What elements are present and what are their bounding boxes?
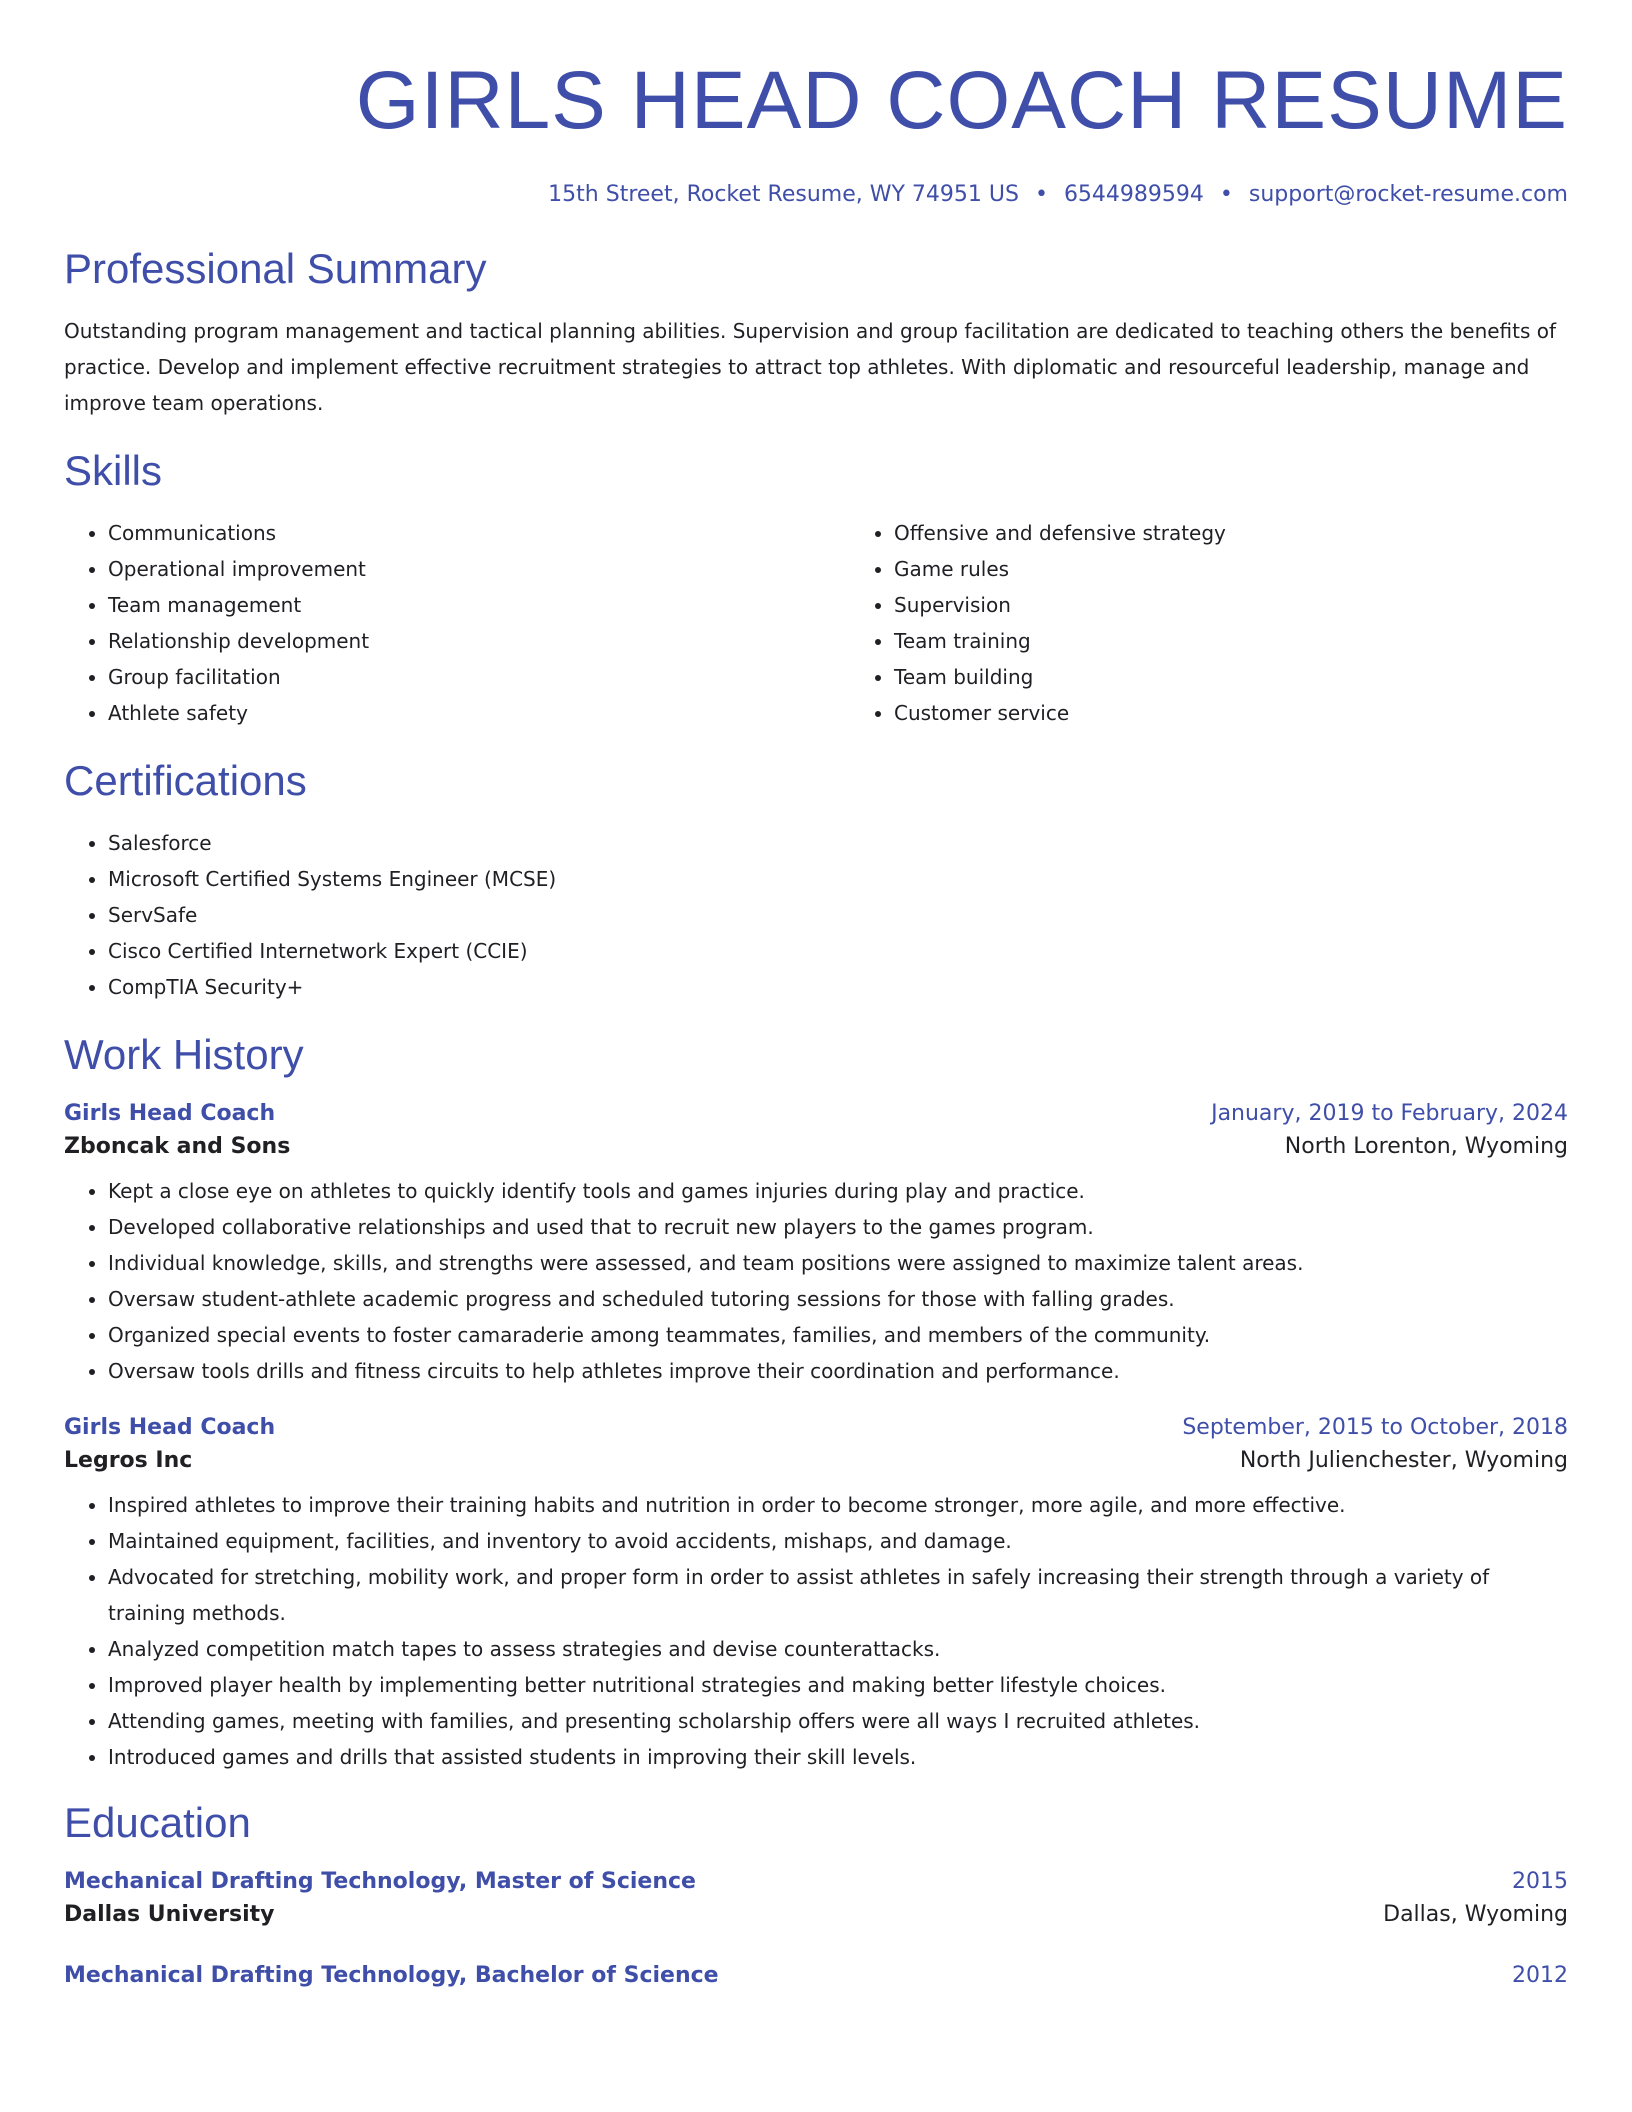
job-bullet: • Kept a close eye on athletes to quickly identify tools and games injuries during play and practice. [108,1173,1568,1209]
education-heading: Education [64,1799,251,1846]
summary-heading: Professional Summary [64,245,487,292]
education-header-row [64,1869,1568,1894]
education-school: Dallas University [64,1902,275,1927]
skill-item: • Communications [108,515,850,551]
contact-line [64,182,1568,207]
job-location: North Lorenton, Wyoming [1284,1134,1568,1159]
certifications-list [64,825,1568,1005]
certification-item: • CompTIA Security+ [108,969,1568,1005]
job-company: Zboncak and Sons [64,1134,291,1159]
job-header-row [64,1101,1568,1126]
job-dates: September, 2015 to October, 2018 [1182,1415,1568,1440]
education-header-row [64,1963,1568,1988]
job-bullet: • Developed collaborative relationships and used that to recruit new players to the games program. [108,1209,1568,1245]
skills-heading: Skills [64,447,163,494]
job-bullet: • Inspired athletes to improve their training habits and nutrition in order to become stronger, more agile, and more effective. [108,1487,1568,1523]
skill-item: • Operational improvement [108,551,850,587]
skills-column-left [64,515,850,731]
job-company-row [64,1134,1568,1159]
education-location: Dallas, Wyoming [1383,1902,1568,1927]
skill-item: • Athlete safety [108,695,850,731]
certification-item: • Cisco Certified Internetwork Expert (CCIE) [108,933,1568,969]
job-bullet: • Organized special events to foster camaraderie among teammates, families, and members of the community. [108,1317,1568,1353]
job-bullet: • Introduced games and drills that assisted students in improving their skill levels. [108,1739,1568,1775]
contact-phone: 6544989594 [1063,182,1204,207]
skills-list [64,515,1568,731]
job-location: North Julienchester, Wyoming [1239,1448,1568,1473]
education-degree: Mechanical Drafting Technology, Bachelor of Science [64,1963,719,1988]
contact-separator: • [1034,182,1048,207]
job-bullet: • Oversaw student-athlete academic progress and scheduled tutoring sessions for those with falling grades. [108,1281,1568,1317]
job-bullets [64,1487,1568,1775]
skill-item: • Relationship development [108,623,850,659]
skill-item: • Game rules [894,551,1226,587]
job-company: Legros Inc [64,1448,193,1473]
certification-item: • Microsoft Certified Systems Engineer (MCSE) [108,861,1568,897]
contact-email[interactable]: support@rocket-resume.com [1248,182,1568,207]
contact-separator: • [1219,182,1233,207]
education-degree: Mechanical Drafting Technology, Master of Science [64,1869,696,1894]
job-company-row [64,1448,1568,1473]
skill-item: • Offensive and defensive strategy [894,515,1226,551]
job-title: Girls Head Coach [64,1415,276,1440]
skills-column-right [850,515,1226,731]
certifications-heading: Certifications [64,757,307,804]
job-title: Girls Head Coach [64,1101,276,1126]
job-bullet: • Improved player health by implementing better nutritional strategies and making better lifestyle choices. [108,1667,1568,1703]
skill-item: • Team training [894,623,1226,659]
job-bullet: • Attending games, meeting with families, and presenting scholarship offers were all ways I recruited athletes. [108,1703,1568,1739]
job-bullet: • Individual knowledge, skills, and strengths were assessed, and team positions were assigned to maximize talent areas. [108,1245,1568,1281]
job-bullets [64,1173,1568,1389]
skill-item: • Customer service [894,695,1226,731]
certification-item: • Salesforce [108,825,1568,861]
skill-item: • Group facilitation [108,659,850,695]
education-entry [64,1869,1568,1927]
education-entry [64,1963,1568,1988]
certification-item: • ServSafe [108,897,1568,933]
job-bullet: • Advocated for stretching, mobility work, and proper form in order to assist athletes in safely increasing their strength through a variety of training methods. [108,1559,1568,1631]
job-entry [64,1101,1568,1389]
contact-address: 15th Street, Rocket Resume, WY 74951 US [548,182,1019,207]
job-header-row [64,1415,1568,1440]
job-entry [64,1415,1568,1775]
job-bullet: • Oversaw tools drills and fitness circuits to help athletes improve their coordination and performance. [108,1353,1568,1389]
work-history-heading: Work History [64,1031,304,1078]
summary-text: Outstanding program management and tactical planning abilities. Supervision and group facilitation are dedicated to teaching others the benefits of practice. Develop and implement effective recruitment strategies to attract top athletes. With diplomatic and resourceful leadership, manage and improve team operations. [64,319,1557,415]
resume-title: GIRLS HEAD COACH RESUME [355,55,1568,146]
job-bullet: • Analyzed competition match tapes to assess strategies and devise counterattacks. [108,1631,1568,1667]
skill-item: • Supervision [894,587,1226,623]
job-bullet: • Maintained equipment, facilities, and inventory to avoid accidents, mishaps, and damage. [108,1523,1568,1559]
skill-item: • Team building [894,659,1226,695]
education-year: 2015 [1512,1869,1568,1894]
job-dates: January, 2019 to February, 2024 [1211,1101,1568,1126]
education-year: 2012 [1512,1963,1568,1988]
education-school-row [64,1902,1568,1927]
skill-item: • Team management [108,587,850,623]
